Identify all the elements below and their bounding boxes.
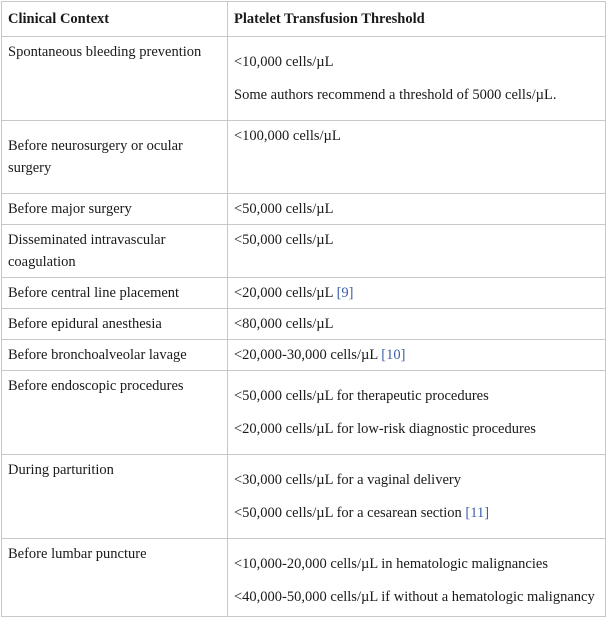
table-row <box>2 309 606 340</box>
context-cell: Before central line placement <box>2 278 228 309</box>
threshold-line: <20,000 cells/µL for low-risk diagnostic procedures <box>234 421 536 437</box>
table-row <box>2 225 606 278</box>
threshold-line: <30,000 cells/µL for a vaginal delivery <box>234 472 461 488</box>
threshold-cell <box>228 455 606 539</box>
threshold-line: <40,000-50,000 cells/µL if without a hematologic malignancy <box>234 589 595 605</box>
context-cell: Before bronchoalveolar lavage <box>2 340 228 371</box>
header-platelet-threshold: Platelet Transfusion Threshold <box>228 2 606 37</box>
reference-link-10[interactable]: [10] <box>381 347 406 363</box>
threshold-cell <box>228 371 606 455</box>
threshold-line: Some authors recommend a threshold of 5000 cells/µL. <box>234 87 557 103</box>
context-cell: Before epidural anesthesia <box>2 309 228 340</box>
threshold-cell <box>228 278 606 309</box>
table-row <box>2 194 606 225</box>
table-row <box>2 539 606 617</box>
threshold-line: <80,000 cells/µL <box>234 316 334 332</box>
context-cell: Before endoscopic procedures <box>2 371 228 455</box>
header-clinical-context: Clinical Context <box>2 2 228 37</box>
table-row <box>2 121 606 194</box>
platelet-threshold-table <box>1 1 606 617</box>
threshold-cell <box>228 539 606 617</box>
threshold-line: <100,000 cells/µL <box>234 128 341 144</box>
threshold-cell <box>228 37 606 121</box>
threshold-text: <20,000 cells/µL <box>234 285 333 301</box>
header-row <box>2 2 606 37</box>
context-cell: During parturition <box>2 455 228 539</box>
context-cell: Disseminated intravascular coagulation <box>2 225 228 278</box>
threshold-cell <box>228 225 606 278</box>
threshold-line <box>234 282 599 304</box>
table-row <box>2 371 606 455</box>
threshold-cell <box>228 309 606 340</box>
context-cell <box>2 121 228 194</box>
threshold-line: <10,000 cells/µL <box>234 54 334 70</box>
threshold-cell <box>228 340 606 371</box>
threshold-line <box>234 502 599 524</box>
context-text: Before neurosurgery or ocular surgery <box>8 138 183 176</box>
threshold-line: <10,000-20,000 cells/µL in hematologic malignancies <box>234 556 548 572</box>
reference-link-9[interactable]: [9] <box>336 285 354 301</box>
context-cell: Before lumbar puncture <box>2 539 228 617</box>
table-row <box>2 37 606 121</box>
threshold-cell <box>228 194 606 225</box>
table-row <box>2 278 606 309</box>
context-cell: Spontaneous bleeding prevention <box>2 37 228 121</box>
threshold-line: <50,000 cells/µL for therapeutic procedures <box>234 388 489 404</box>
threshold-line <box>234 344 599 366</box>
threshold-line: <50,000 cells/µL <box>234 201 334 217</box>
threshold-text: <50,000 cells/µL for a cesarean section <box>234 505 462 521</box>
reference-link-11[interactable]: [11] <box>465 505 490 521</box>
context-cell: Before major surgery <box>2 194 228 225</box>
threshold-line: <50,000 cells/µL <box>234 232 334 248</box>
table-row <box>2 340 606 371</box>
threshold-cell <box>228 121 606 194</box>
threshold-text: <20,000-30,000 cells/µL <box>234 347 378 363</box>
table-row <box>2 455 606 539</box>
